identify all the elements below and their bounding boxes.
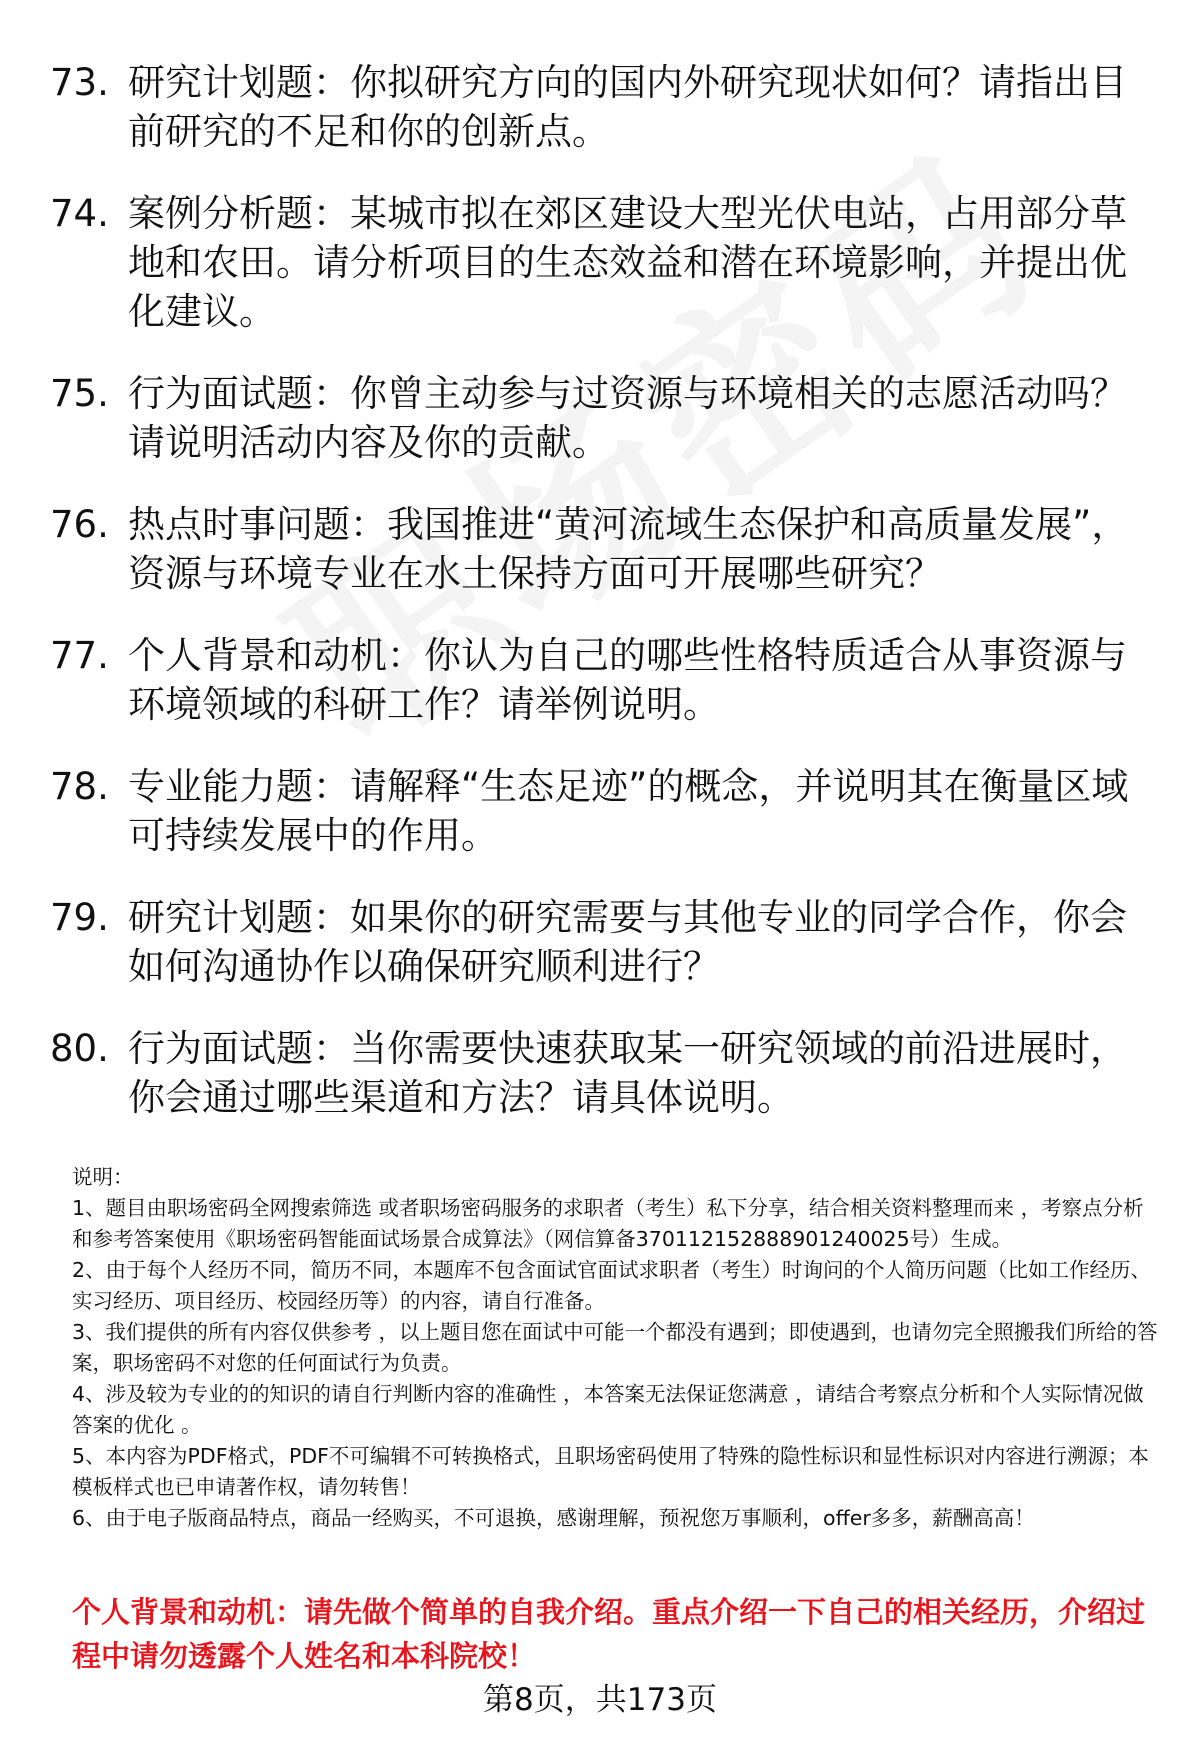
question-item <box>50 58 1150 156</box>
note-item: 4、涉及较为专业的的知识的请自行判断内容的准确性 ，本答案无法保证您满意 ，请结合考察点分析和个人实际情况做答案的优化 。 <box>72 1382 1144 1437</box>
question-text: 案例分析题：某城市拟在郊区建设大型光伏电站，占用部分草地和农田。请分析项目的生态效益和潜在环境影响，并提出优化建议。 <box>128 192 1127 333</box>
note-item: 3、我们提供的所有内容仅供参考 ，以上题目您在面试中可能一个都没有遇到；即使遇到，也请勿完全照搬我们所给的答案，职场密码不对您的任何面试行为负责。 <box>72 1320 1158 1375</box>
notes-section <box>72 1162 1162 1534</box>
question-number: 80. <box>50 1027 109 1070</box>
question-text: 热点时事问题：我国推进“黄河流域生态保护和高质量发展”，资源与环境专业在水土保持方面可开展哪些研究？ <box>128 503 1129 595</box>
question-item <box>50 500 1150 598</box>
question-text: 行为面试题：你曾主动参与过资源与环境相关的志愿活动吗？请说明活动内容及你的贡献。 <box>128 372 1127 464</box>
question-item <box>50 369 1150 467</box>
question-number: 79. <box>50 896 109 939</box>
highlight-prompt: 个人背景和动机：请先做个简单的自我介绍。重点介绍一下自己的相关经历，介绍过程中请勿透露个人姓名和本科院校！ <box>72 1595 1146 1673</box>
question-list <box>50 58 1150 1155</box>
question-item <box>50 189 1150 336</box>
question-text: 研究计划题：你拟研究方向的国内外研究现状如何？请指出目前研究的不足和你的创新点。 <box>128 61 1127 153</box>
question-text: 个人背景和动机：你认为自己的哪些性格特质适合从事资源与环境领域的科研工作？请举例说明。 <box>128 634 1127 726</box>
question-item <box>50 631 1150 729</box>
question-number: 78. <box>50 765 109 808</box>
question-number: 73. <box>50 61 109 104</box>
question-number: 75. <box>50 372 109 415</box>
question-item <box>50 762 1150 860</box>
note-item: 6、由于电子版商品特点，商品一经购买，不可退换，感谢理解，预祝您万事顺利，offer多多，薪酬高高！ <box>72 1506 1035 1530</box>
page-number: 第8页，共173页 <box>483 1682 717 1718</box>
question-number: 74. <box>50 192 109 235</box>
note-item: 1、题目由职场密码全网搜索筛选 或者职场密码服务的求职者（考生）私下分享，结合相关资料整理而来 ，考察点分析和参考答案使用《职场密码智能面试场景合成算法》（网信算备370112152888901240025号）生成。 <box>72 1196 1144 1251</box>
question-text: 行为面试题：当你需要快速获取某一研究领域的前沿进展时，你会通过哪些渠道和方法？请具体说明。 <box>128 1027 1127 1119</box>
question-item <box>50 893 1150 991</box>
question-number: 77. <box>50 634 109 677</box>
question-number: 76. <box>50 503 109 546</box>
question-text: 研究计划题：如果你的研究需要与其他专业的同学合作，你会如何沟通协作以确保研究顺利进行？ <box>128 896 1127 988</box>
question-item <box>50 1024 1150 1122</box>
note-item: 5、本内容为PDF格式，PDF不可编辑不可转换格式，且职场密码使用了特殊的隐性标识和显性标识对内容进行溯源；本模板样式也已申请著作权，请勿转售！ <box>72 1444 1149 1499</box>
question-text: 专业能力题：请解释“生态足迹”的概念，并说明其在衡量区域可持续发展中的作用。 <box>128 765 1129 857</box>
notes-heading: 说明： <box>72 1165 134 1189</box>
note-item: 2、由于每个人经历不同，简历不同，本题库不包含面试官面试求职者（考生）时询问的个人简历问题（比如工作经历、实习经历、项目经历、校园经历等）的内容，请自行准备。 <box>72 1258 1152 1313</box>
